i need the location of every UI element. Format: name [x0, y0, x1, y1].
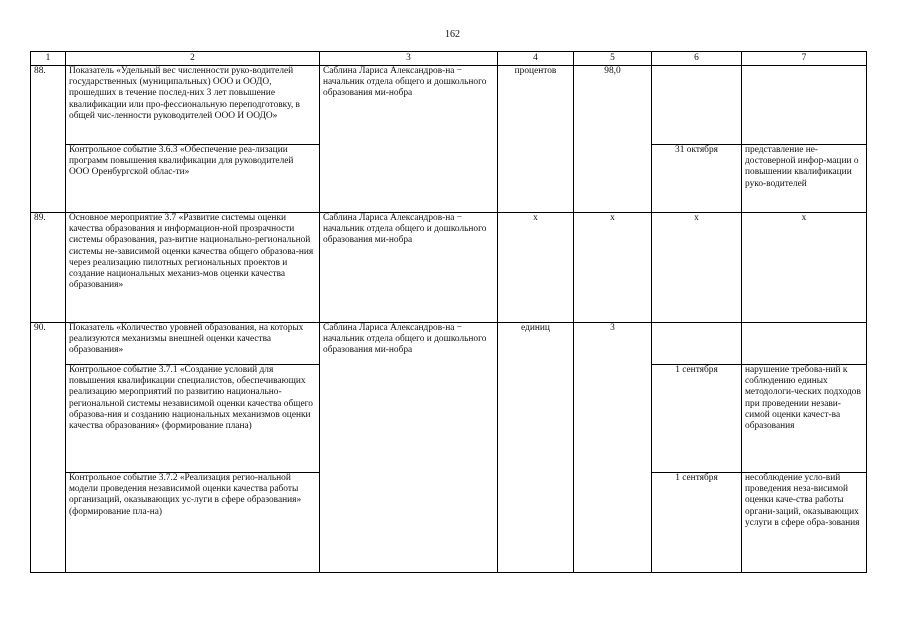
date-cell: 1 сентября — [652, 365, 742, 473]
control-event-cell: Контрольное событие 3.6.3 «Обеспечение реа-лизации программ повышения квалификации для руководителей ООО Оренбургской облас-ти» — [66, 145, 320, 213]
empty-cell — [742, 323, 867, 365]
value-cell: х — [652, 213, 742, 323]
header-cell: 2 — [66, 52, 320, 66]
responsible-cell: Саблина Лариса Александров-на − начальник отдела общего и дошкольного образования ми-нобра — [320, 323, 498, 573]
row-number: 88. — [31, 66, 66, 213]
empty-cell — [742, 66, 867, 145]
empty-cell — [652, 66, 742, 145]
table-row — [31, 66, 867, 145]
risk-cell: нарушение требова-ний к соблюдению единых методологи-ческих подходов при проведении незави-симой оценки качест-ва образования — [742, 365, 867, 473]
value-cell: 98,0 — [574, 66, 652, 213]
value-cell: х — [498, 213, 574, 323]
control-event-cell: Контрольное событие 3.7.2 «Реализация регио-нальной модели проведения независимой оценки качества работы организаций, оказывающих ус-луги в сфере образования» (формирование пла-на) — [66, 473, 320, 573]
risk-cell: представление не-достоверной инфор-мации о повышении квалификации руко-водителей — [742, 145, 867, 213]
value-cell: 3 — [574, 323, 652, 573]
header-cell: 1 — [31, 52, 66, 66]
unit-cell: единиц — [498, 323, 574, 573]
responsible-cell: Саблина Лариса Александров-на − начальник отдела общего и дошкольного образования ми-нобра — [320, 66, 498, 213]
table-row — [31, 323, 867, 365]
indicator-cell: Показатель «Удельный вес численности руко-водителей государственных (муниципальных) ООО и ООДО, прошедших в течение послед-них 3 лет повышение квалификации или про-фессиональную переподготовку, в общей чис-ленности руководителей ООО И ООДО» — [66, 66, 320, 145]
header-cell: 7 — [742, 52, 867, 66]
indicator-cell: Основное мероприятие 3.7 «Развитие системы оценки качества образования и информацион-ной прозрачности системы образования, раз-витие национально-региональной системы не-зависимой оценки качества общего образова-ния через реализацию пилотных региональных проектов и создание национальных механиз-мов оценки качества образования» — [66, 213, 320, 323]
indicator-cell: Показатель «Количество уровней образования, на которых реализуются механизмы внешней оценки качества образования» — [66, 323, 320, 365]
unit-cell: процентов — [498, 66, 574, 213]
row-number: 89. — [31, 213, 66, 323]
date-cell: 31 октября — [652, 145, 742, 213]
header-cell: 4 — [498, 52, 574, 66]
responsible-cell: Саблина Лариса Александров-на − начальник отдела общего и дошкольного образования ми-нобра — [320, 213, 498, 323]
page-number: 162 — [445, 29, 460, 40]
plan-table — [30, 51, 867, 573]
row-number: 90. — [31, 323, 66, 573]
header-cell: 5 — [574, 52, 652, 66]
table-row — [31, 213, 867, 323]
header-cell: 3 — [320, 52, 498, 66]
value-cell: х — [574, 213, 652, 323]
header-cell: 6 — [652, 52, 742, 66]
date-cell: 1 сентября — [652, 473, 742, 573]
header-row — [31, 52, 867, 66]
control-event-cell: Контрольное событие 3.7.1 «Создание условий для повышения квалификации специалистов, обеспечивающих реализацию мероприятий по развитию национально-региональной системы независимой оценки качества общего образова-ния и созданию национальных механизмов оценки качества образования» (формирование плана) — [66, 365, 320, 473]
empty-cell — [652, 323, 742, 365]
risk-cell: несоблюдение усло-вий проведения неза-висимой оценки каче-ства работы органи-заций, оказывающих услуги в сфере обра-зования — [742, 473, 867, 573]
value-cell: х — [742, 213, 867, 323]
